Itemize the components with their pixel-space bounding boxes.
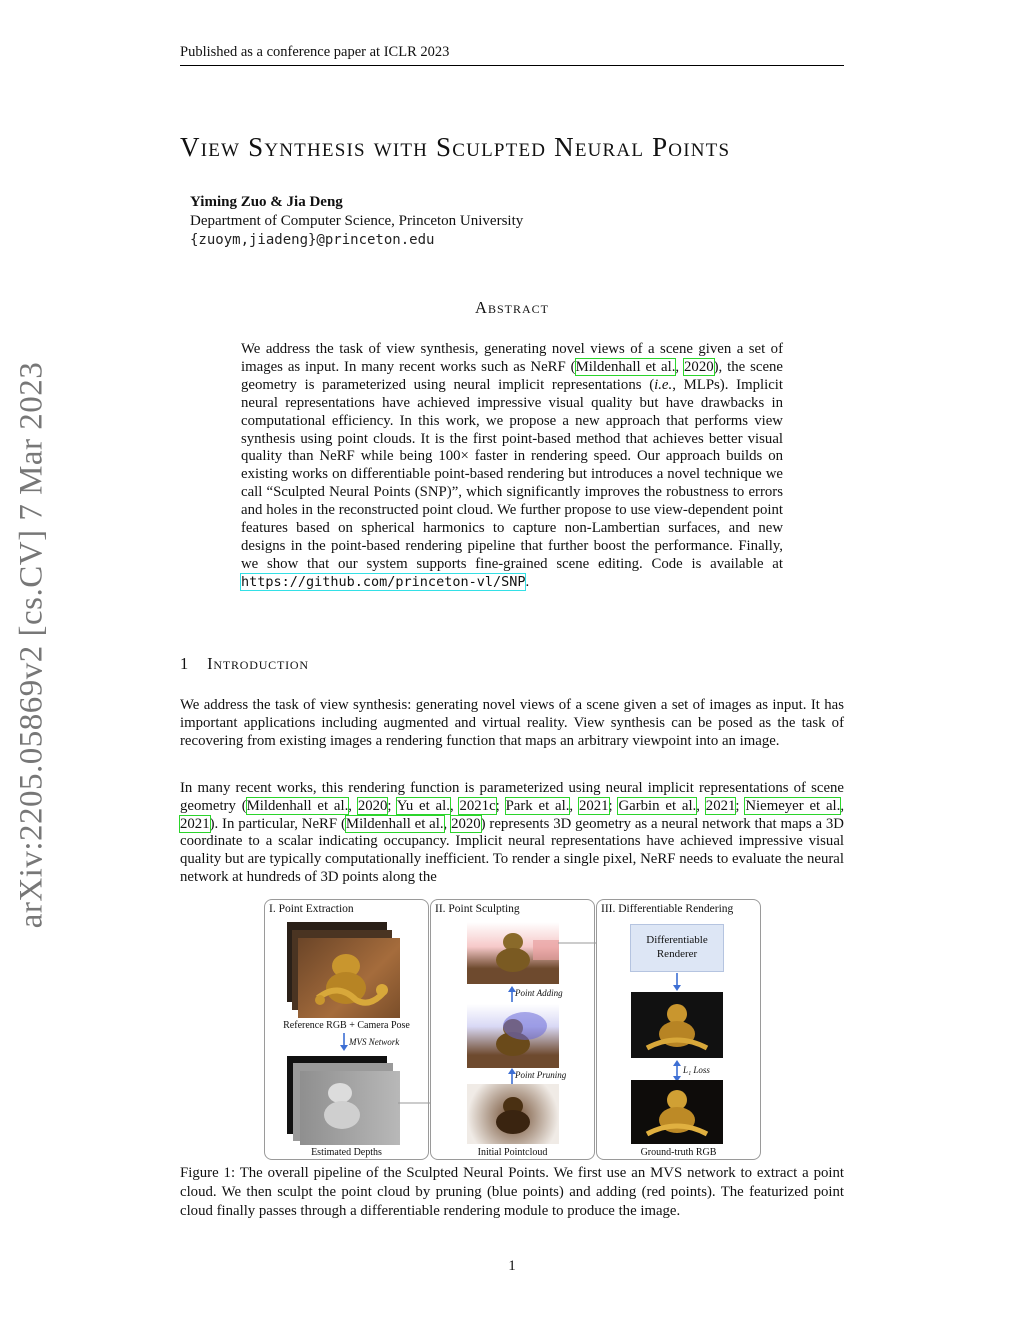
mvs-arrow xyxy=(339,1033,349,1051)
page-number: 1 xyxy=(508,1258,516,1274)
sculpted-adding-image xyxy=(467,922,559,984)
loss-label: L₁ Loss xyxy=(683,1065,710,1075)
ground-truth-image xyxy=(631,1080,723,1144)
abstract-heading: Abstract xyxy=(475,298,549,317)
figure-caption: Figure 1: The overall pipeline of the Sculpted Neural Points. We first use an MVS network to extract a point cloud. We then sculpt the point cloud by pruning (blue points) and adding (red points). The featurized point cloud finally passes through a differentiable rendering module to produce the image. xyxy=(180,1165,844,1219)
citation-year-link[interactable]: 2020 xyxy=(357,797,388,814)
pruning-label: Point Pruning xyxy=(515,1070,567,1080)
citation-year-link[interactable]: 2020 xyxy=(451,815,481,832)
panel-title: II. Point Sculpting xyxy=(435,903,520,915)
section-heading xyxy=(180,654,309,674)
pipeline-figure xyxy=(262,897,762,1162)
section-title: Introduction xyxy=(207,654,309,673)
citation-year-link[interactable]: 2021 xyxy=(578,797,609,814)
citation-year-link[interactable]: 2021 xyxy=(705,797,736,814)
email: {zuoym,jiadeng}@princeton.edu xyxy=(190,232,435,248)
renderer-label-line-2: Renderer xyxy=(656,948,698,960)
intro-paragraph-2: In many recent works, this rendering function is parameterized using neural implicit representations of scene geometry (Mildenhall et al., 2020; Yu et al., 2021c; Park et al., 2021; Garbin et al., 2021; Niemeyer et al., 2021). In particular, NeRF (Mildenhall et al., 2020) represents 3D geometry as a neural network that maps a 3D coordinate to a scalar indicating occupancy. Implicit neural representations have achieved impressive visual quality but are typically computationally inefficient. To render a single pixel, NeRF needs to evaluate the neural network at hundreds of 3D points along the xyxy=(180,780,845,885)
mvs-label: MVS Network xyxy=(349,1037,400,1047)
depth-label: Estimated Depths xyxy=(311,1147,382,1158)
authors: Yiming Zuo & Jia Deng xyxy=(190,194,343,210)
citation-link[interactable]: Mildenhall et al. xyxy=(345,815,444,832)
reference-label: Reference RGB + Camera Pose xyxy=(283,1020,410,1031)
citation-link[interactable]: Yu et al. xyxy=(396,797,450,814)
citation-year-link[interactable]: 2021c xyxy=(459,797,496,814)
running-header: Published as a conference paper at ICLR 2023 xyxy=(180,44,844,66)
sculpted-pruning-image xyxy=(467,1004,559,1068)
initial-pointcloud-image xyxy=(467,1084,559,1144)
arxiv-sidebar xyxy=(12,360,52,930)
arxiv-identifier: arXiv:2205.05869v2 [cs.CV] 7 Mar 2023 xyxy=(13,361,50,929)
affiliation: Department of Computer Science, Princeton University xyxy=(190,213,524,229)
citation-year-link[interactable]: 2020 xyxy=(684,358,714,375)
code-url-link[interactable]: https://github.com/princeton-vl/SNP xyxy=(241,573,526,590)
ground-truth-label: Ground-truth RGB xyxy=(640,1147,717,1158)
citation-year-link[interactable]: 2021 xyxy=(180,815,210,832)
intro-paragraph-1: We address the task of view synthesis: generating novel views of a scene given a set of images as input. It has important applications including augmented and virtual reality. View synthesis can be posed as the task of recovering from existing images a rendering function that maps an arbitrary viewpoint into an image. xyxy=(180,697,844,749)
panel-title: III. Differentiable Rendering xyxy=(601,903,734,915)
citation-link[interactable]: Mildenhall et al. xyxy=(575,358,676,375)
section-number: 1 xyxy=(180,654,190,673)
renderer-output-arrow xyxy=(672,973,682,991)
citation-link[interactable]: Park et al. xyxy=(505,797,570,814)
abstract-body: We address the task of view synthesis, generating novel views of a scene given a set of images as input. In many recent works such as NeRF (Mildenhall et al., 2020), the scene geometry is parameterized using neural implicit representations (i.e., MLPs). Implicit neural representations have achieved impressive visual quality but have drawbacks in computational efficiency. In this work, we propose a new approach that performs view synthesis using point clouds. It is the first point-based method that achieves better visual quality than NeRF while being 100× faster in rendering speed. Our approach builds on existing works on differentiable point-based rendering but introduces a novel technique we call “Sculpted Neural Points (SNP)”, which significantly improves the robustness to errors and holes in the reconstructed point cloud. We further propose to use view-dependent point features based on spherical harmonics to capture non-Lambertian surfaces, and new designs in the point-based rendering pipeline that further boost the performance. Finally, we show that our system supports fine-grained scene editing. Code is available at https://github.com/princeton-vl/SNP. xyxy=(241,341,783,590)
panel-title: I. Point Extraction xyxy=(269,903,354,915)
citation-link[interactable]: Mildenhall et al. xyxy=(246,797,349,814)
differentiable-renderer-box xyxy=(630,924,724,972)
initial-pointcloud-label: Initial Pointcloud xyxy=(477,1147,548,1158)
panel-point-extraction xyxy=(264,899,429,1160)
citation-link[interactable]: Niemeyer et al. xyxy=(745,797,841,814)
adding-label: Point Adding xyxy=(515,988,563,998)
citation-link[interactable]: Garbin et al. xyxy=(618,797,697,814)
renderer-label-line-1: Differentiable xyxy=(646,934,708,946)
paper-title: View Synthesis with Sculpted Neural Points xyxy=(180,132,731,162)
depth-image-front xyxy=(300,1071,400,1145)
loss-arrow xyxy=(672,1060,682,1082)
panel-differentiable-rendering xyxy=(596,899,761,1160)
reference-image-front xyxy=(298,938,400,1018)
rendered-image xyxy=(631,992,723,1058)
